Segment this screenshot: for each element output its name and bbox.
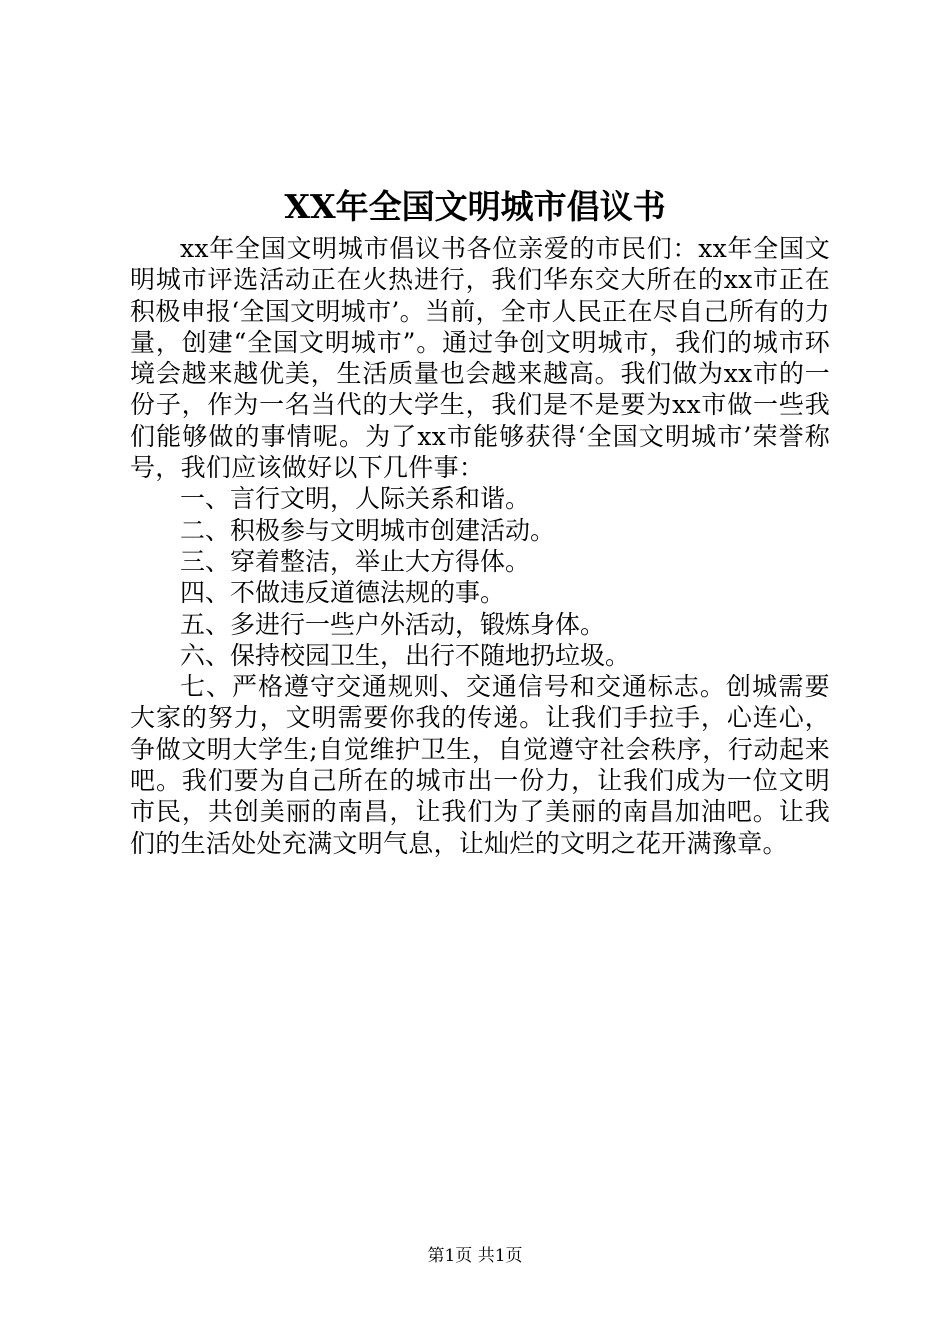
list-item-1: 一、言行文明，人际关系和谐。	[180, 484, 531, 514]
list-item-4: 四、不做违反道德法规的事。	[180, 578, 506, 608]
list-item-7-lead: 七、严格遵守交通规则、交通信号和交通标志。	[180, 672, 726, 702]
list-item-3: 三、穿着整洁，举止大方得体。	[180, 546, 531, 576]
list-item-7	[130, 671, 830, 859]
closing-paragraph: 创城需要大家的努力，文明需要你我的传递。让我们手拉手，心连心，争做文明大学生;自觉维护卫生，自觉遵守社会秩序，行动起来吧。我们要为自己所在的城市出一份力，让我们成为一位文明市民，共创美丽的南昌，让我们为了美丽的南昌加油吧。让我们的生活处处充满文明气息，让灿烂的文明之花开满豫章。	[130, 672, 830, 858]
document-body	[130, 233, 830, 859]
list-item-6: 六、保持校园卫生，出行不随地扔垃圾。	[180, 640, 631, 670]
intro-paragraph: xx年全国文明城市倡议书各位亲爱的市民们：xx年全国文明城市评选活动正在火热进行，我们华东交大所在的xx市正在积极申报‘全国文明城市’。当前，全市人民正在尽自己所有的力量，创建“全国文明城市”。通过争创文明城市，我们的城市环境会越来越优美，生活质量也会越来越高。我们做为xx市的一份子，作为一名当代的大学生，我们是不是要为xx市做一些我们能够做的事情呢。为了xx市能够获得‘全国文明城市’荣誉称号，我们应该做好以下几件事：	[130, 234, 830, 483]
list-item-5: 五、多进行一些户外活动，锻炼身体。	[180, 609, 606, 639]
page-footer: 第1页 共1页	[427, 1246, 523, 1266]
list-item-2: 二、积极参与文明城市创建活动。	[180, 515, 556, 545]
document-title: XX年全国文明城市倡议书	[284, 187, 666, 226]
